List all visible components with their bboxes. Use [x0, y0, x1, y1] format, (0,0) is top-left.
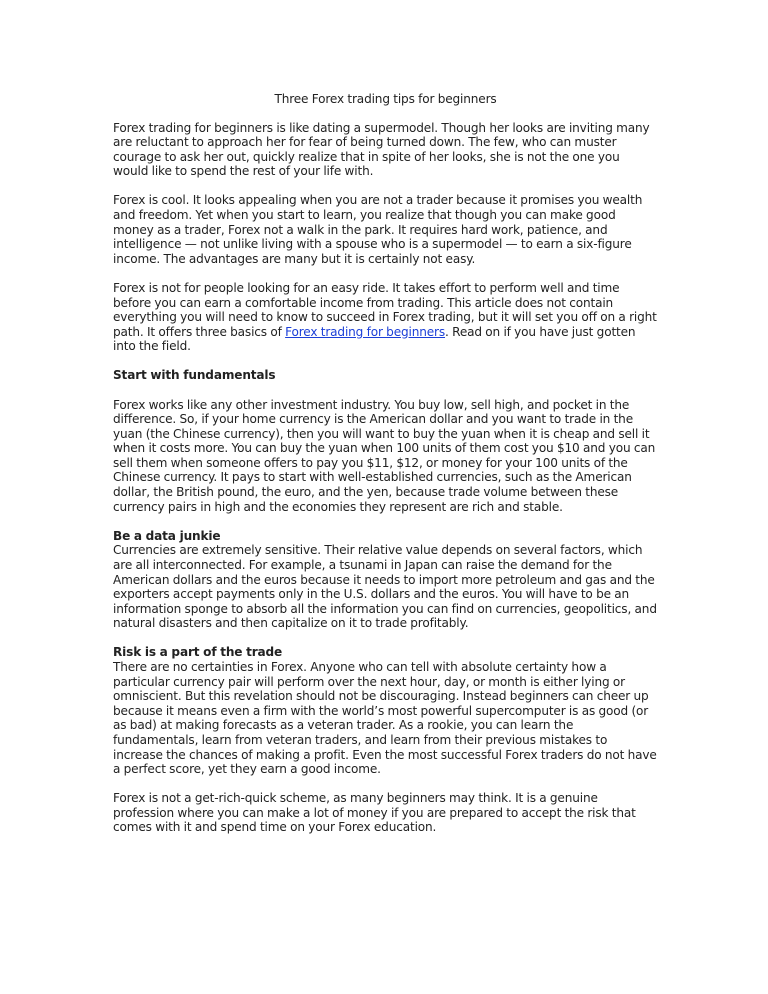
section-heading-data-junkie: Be a data junkie	[113, 528, 221, 543]
section-heading-risk: Risk is a part of the trade	[113, 645, 283, 660]
para3-text-before: Forex is not for people looking for an easy ride. It takes effort to perform well and time before you can earn a comfortable income from trading. This article does not contain everything you will need to know to succeed in Forex trading, but it will set you off on a right path. It offers three basics of	[113, 280, 657, 339]
para3-text-after: . Read on if you have just gotten into the field.	[113, 324, 636, 354]
forex-beginners-link[interactable]: Forex trading for beginners	[285, 324, 446, 339]
intro-paragraph-2: Forex is cool. It looks appealing when you are not a trader because it promises you wealth and freedom. Yet when you start to learn, you realize that though you can make good money as a trader, Forex not a walk in the park. It requires hard work, patience, and intelligence — not unlike living with a spouse who is a supermodel — to earn a six-figure income. The advantages are many but it is certainly not easy.	[113, 193, 643, 266]
section-body-risk: There are no certainties in Forex. Anyone who can tell with absolute certainty how a particular currency pair will perform over the next hour, day, or month is either lying or omniscient. But this revelation should not be discouraging. Instead beginners can cheer up because it means even a firm with the world’s most powerful supercomputer is as good (or as bad) at making forecasts as a veteran trader. As a rookie, you can learn the fundamentals, learn from veteran traders, and learn from their previous mistakes to increase the chances of making a profit. Even the most successful Forex traders do not have a perfect score, yet they earn a good income.	[113, 660, 657, 777]
section-body-data-junkie: Currencies are extremely sensitive. Their relative value depends on several factors, which are all interconnected. For example, a tsunami in Japan can raise the demand for the American dollars and the euros because it needs to import more petroleum and gas and the exporters accept payments only in the U.S. dollars and the euros. You will have to be an information sponge to absorb all the information you can find on currencies, geopolitics, and natural disasters and then capitalize on it to trade profitably.	[113, 543, 657, 631]
document-title: Three Forex trading tips for beginners	[274, 92, 497, 106]
intro-paragraph-1: Forex trading for beginners is like dating a supermodel. Though her looks are inviting many are reluctant to approach her for fear of being turned down. The few, who can muster courage to ask her out, quickly realize that in spite of her looks, she is not the one you would like to spend the rest of your life with.	[113, 120, 650, 179]
section-heading-fundamentals: Start with fundamentals	[113, 368, 276, 383]
document-page	[113, 92, 658, 850]
section-body-fundamentals: Forex works like any other investment industry. You buy low, sell high, and pocket in the difference. So, if your home currency is the American dollar and you want to trade in the yuan (the Chinese currency), then you will want to buy the yuan when it is cheap and sell it when it costs more. You can buy the yuan when 100 units of them cost you $10 and you can sell them when someone offers to pay you $11, $12, or money for your 100 units of the Chinese currency. It pays to start with well-established currencies, such as the American dollar, the British pound, the euro, and the yen, because trade volume between these currency pairs in high and the economies they represent are rich and stable.	[113, 397, 656, 514]
closing-paragraph: Forex is not a get-rich-quick scheme, as many beginners may think. It is a genuine profession where you can make a lot of money if you are prepared to accept the risk that comes with it and spend time on your Forex education.	[113, 791, 636, 835]
intro-paragraph-3	[113, 281, 658, 354]
